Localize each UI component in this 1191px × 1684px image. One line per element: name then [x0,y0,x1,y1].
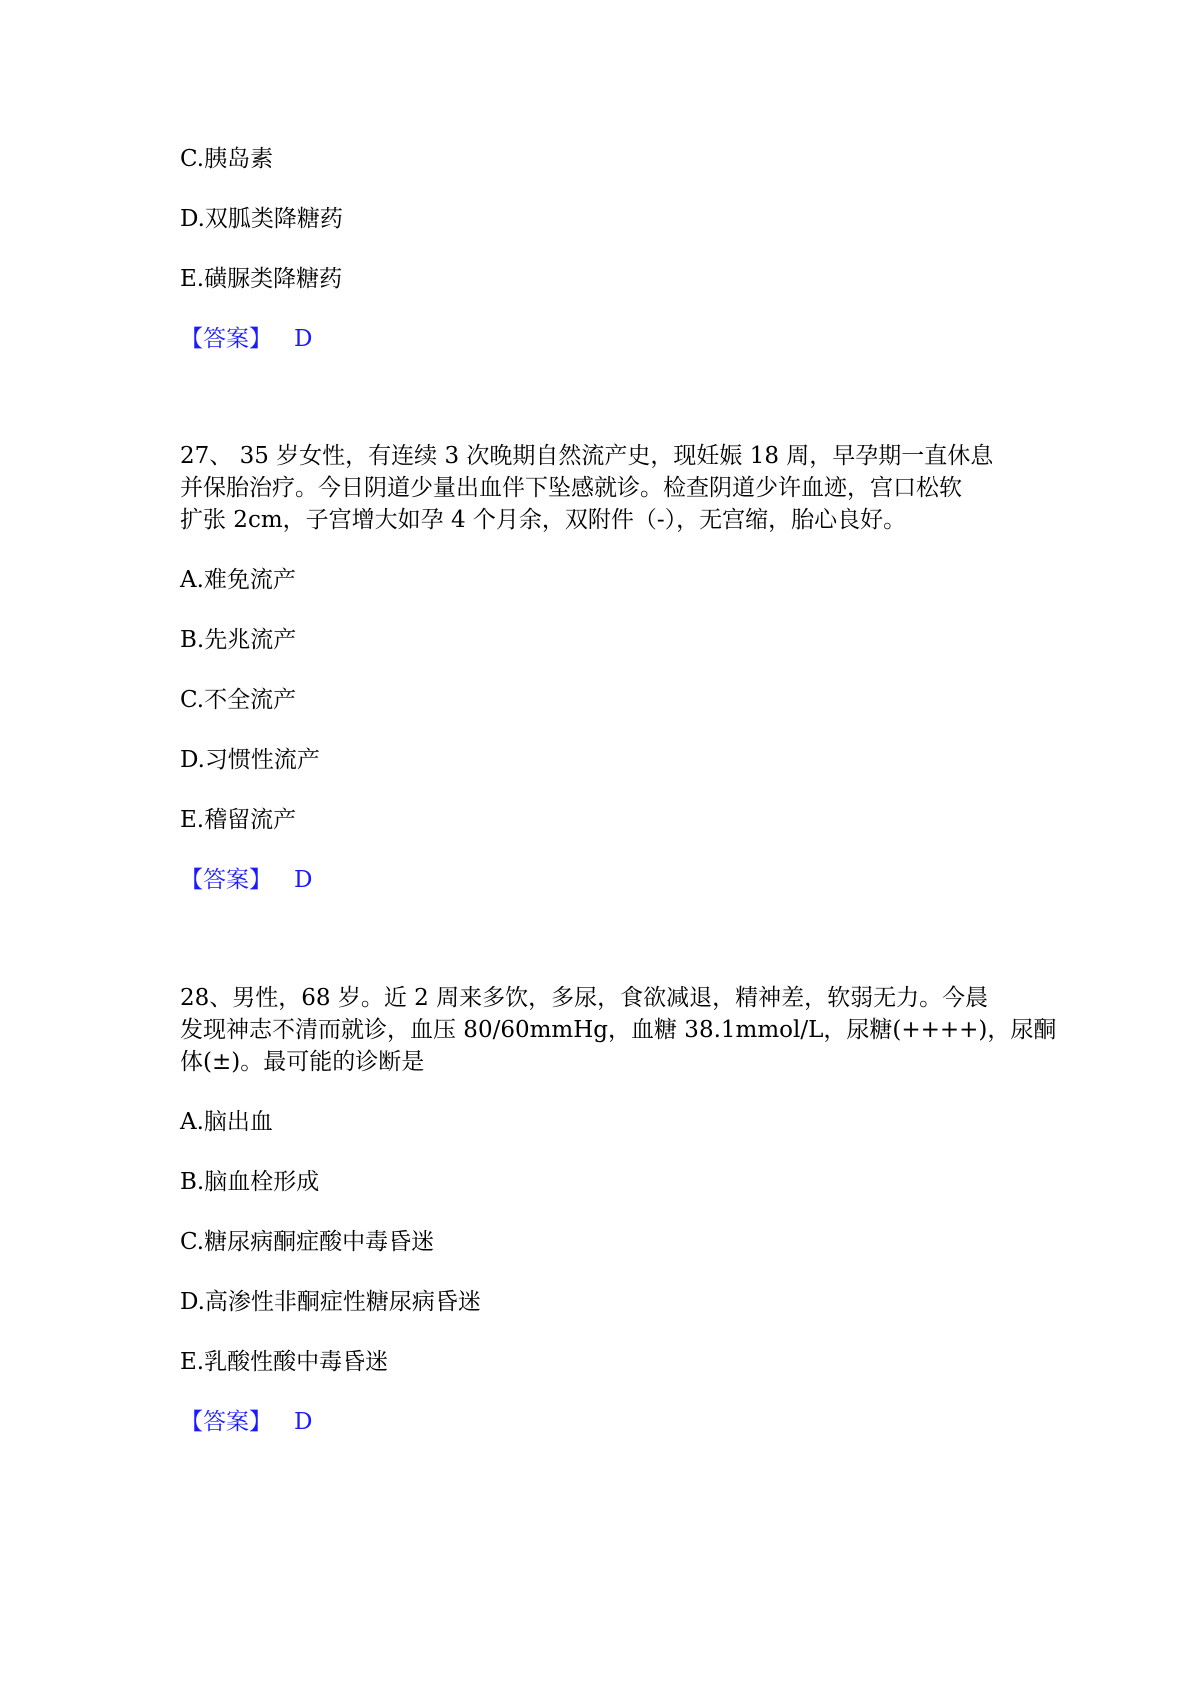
stem-line: 27、 35 岁女性，有连续 3 次晚期自然流产史，现妊娠 18 周，早孕期一直休息 [180,443,994,469]
answer-value: D [294,1409,313,1435]
option-d: D.习惯性流产 [180,747,320,773]
option-e: E.磺脲类降糖药 [180,266,343,292]
answer-line [180,323,312,355]
option-b: B.脑血栓形成 [180,1169,320,1195]
stem-line: 扩张 2cm，子宫增大如孕 4 个月余，双附件（-），无宫缩，胎心良好。 [180,507,907,533]
answer-value: D [294,867,313,893]
answer-value: D [294,326,313,352]
option-d: D.双胍类降糖药 [180,206,343,232]
stem-line: 并保胎治疗。今日阴道少量出血伴下坠感就诊。检查阴道少许血迹，宫口松软 [180,475,962,501]
option-e: E.稽留流产 [180,807,297,833]
option-a: A.脑出血 [180,1109,273,1135]
option-b: B.先兆流产 [180,627,297,653]
option-e: E.乳酸性酸中毒昏迷 [180,1349,389,1375]
option-c: C.不全流产 [180,687,297,713]
option-d: D.高渗性非酮症性糖尿病昏迷 [180,1289,481,1315]
stem-line: 体(±)。最可能的诊断是 [180,1049,425,1075]
stem-line: 28、男性，68 岁。近 2 周来多饮，多尿，食欲减退，精神差，软弱无力。今晨 [180,985,989,1011]
option-a: A.难免流产 [180,567,296,593]
answer-label: 【答案】 [180,326,272,352]
option-c: C.胰岛素 [180,146,274,172]
answer-label: 【答案】 [180,1409,272,1435]
question-27-stem [180,440,1020,536]
question-28-stem [180,982,1057,1078]
answer-line [180,864,312,896]
answer-label: 【答案】 [180,867,272,893]
answer-line [180,1406,312,1438]
stem-line: 发现神志不清而就诊，血压 80/60mmHg，血糖 38.1mmol/L，尿糖(++++)，尿酮 [180,1017,1057,1043]
option-c: C.糖尿病酮症酸中毒昏迷 [180,1229,435,1255]
